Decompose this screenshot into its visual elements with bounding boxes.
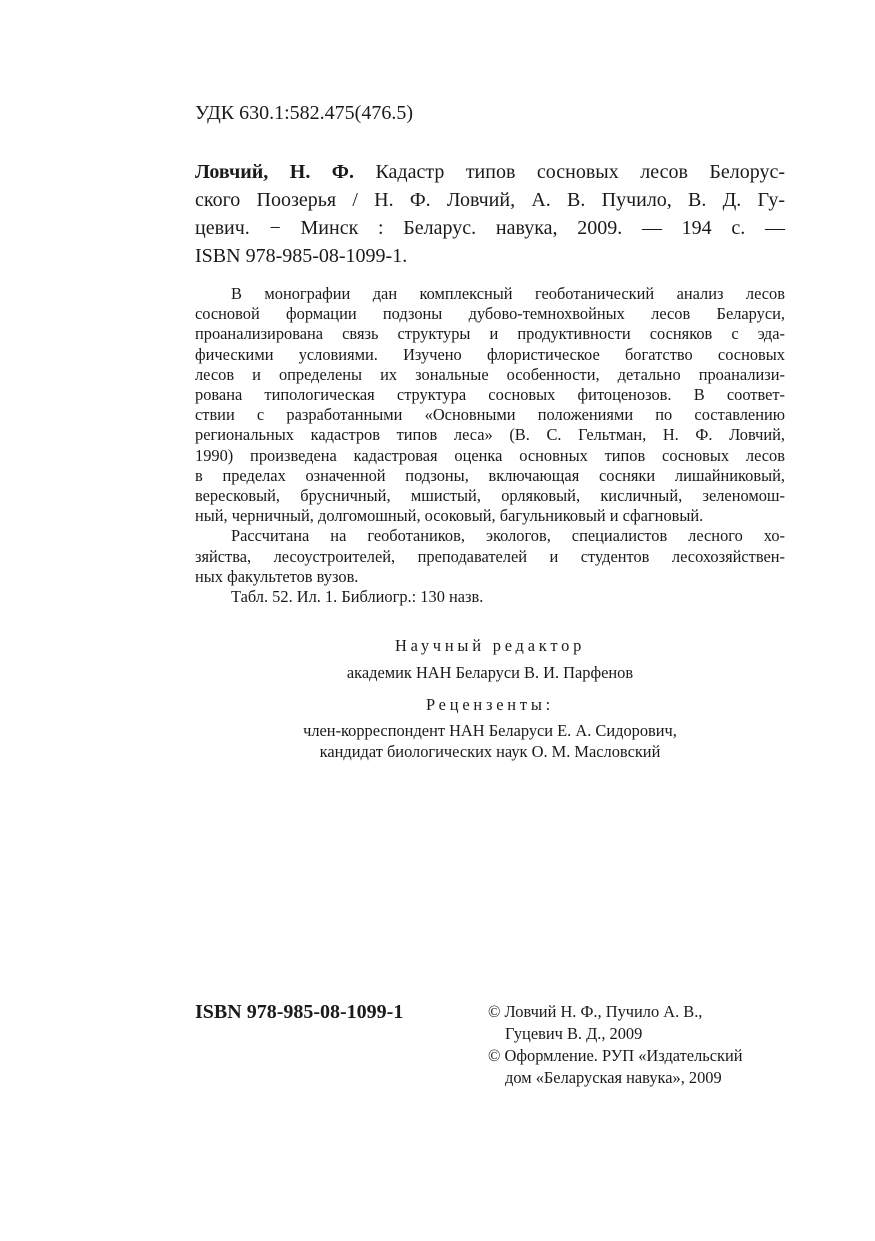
annotation-line: рована типологическая структура сосновых фитоценозов. В соответ- xyxy=(195,385,785,405)
editor-name: академик НАН Беларуси В. И. Парфенов xyxy=(346,663,634,682)
tables-note: Табл. 52. Ил. 1. Библиогр.: 130 назв. xyxy=(231,587,484,607)
copyright-line: © Оформление. РУП «Издательский xyxy=(488,1046,743,1065)
annotation-line: вересковый, брусничный, мшистый, орляковый, кисличный, зеленомош- xyxy=(195,486,785,506)
annotation-line: лесов и определены их зональные особенности, детально проанализи- xyxy=(195,364,785,384)
copyright-line: дом «Беларуская навука», 2009 xyxy=(505,1068,722,1087)
reviewer-name: член-корреспондент НАН Беларуси Е. А. Сидорович, xyxy=(303,721,677,740)
isbn: ISBN 978-985-08-1099-1 xyxy=(195,1001,404,1023)
reviewers-heading: Рецензенты: xyxy=(425,695,555,714)
annotation xyxy=(195,284,785,607)
annotation-line: в пределах означенной подзоны, включающая сосняки лишайниковый, xyxy=(195,465,785,485)
biblio-line-2: ского Поозерья / Н. Ф. Ловчий, А. В. Пучило, В. Д. Гу- xyxy=(195,189,785,211)
bibliographic-description xyxy=(195,158,785,270)
annotation-line: фическими условиями. Изучено флористическое богатство сосновых xyxy=(195,344,785,364)
annotation-line: региональных кадастров типов леса» (В. С. Гельтман, Н. Ф. Ловчий, xyxy=(195,425,785,445)
annotation-line: проанализирована связь структуры и продуктивности сосняков с эда- xyxy=(195,324,785,344)
editor-heading: Научный редактор xyxy=(394,636,586,655)
audience-line: Рассчитана на геоботаников, экологов, специалистов лесного хо- xyxy=(231,526,785,546)
annotation-line: сосновой формации подзоны дубово-темнохвойных лесов Беларуси, xyxy=(195,304,785,324)
annotation-line: ствии с разработанными «Основными положениями по составлению xyxy=(195,405,785,425)
audience-line: ных факультетов вузов. xyxy=(195,566,359,586)
annotation-line: ный, черничный, долгомошный, осоковый, багульниковый и сфагновый. xyxy=(195,506,704,526)
reviewer-name: кандидат биологических наук О. М. Масловский xyxy=(319,742,661,761)
copyright-line: © Ловчий Н. Ф., Пучило А. В., xyxy=(488,1002,703,1021)
biblio-line-1 xyxy=(195,158,785,186)
biblio-isbn-line: ISBN 978-985-08-1099-1. xyxy=(195,245,408,267)
annotation-line: 1990) произведена кадастровая оценка основных типов сосновых лесов xyxy=(195,445,785,465)
author-name: Ловчий, Н. Ф. xyxy=(195,161,354,183)
audience-line: зяйства, лесоустроителей, преподавателей и студентов лесохозяйствен- xyxy=(195,546,785,566)
book-title: Кадастр типов сосновых лесов Белорус- xyxy=(375,161,785,183)
copyright-block xyxy=(488,1001,743,1089)
annotation-line: В монографии дан комплексный геоботанический анализ лесов xyxy=(231,284,785,303)
biblio-line-3: цевич. − Минск : Беларус. навука, 2009. — 194 с. — xyxy=(195,217,785,239)
copyright-line: Гуцевич В. Д., 2009 xyxy=(505,1024,643,1043)
udk-code: УДК 630.1:582.475(476.5) xyxy=(195,102,413,124)
